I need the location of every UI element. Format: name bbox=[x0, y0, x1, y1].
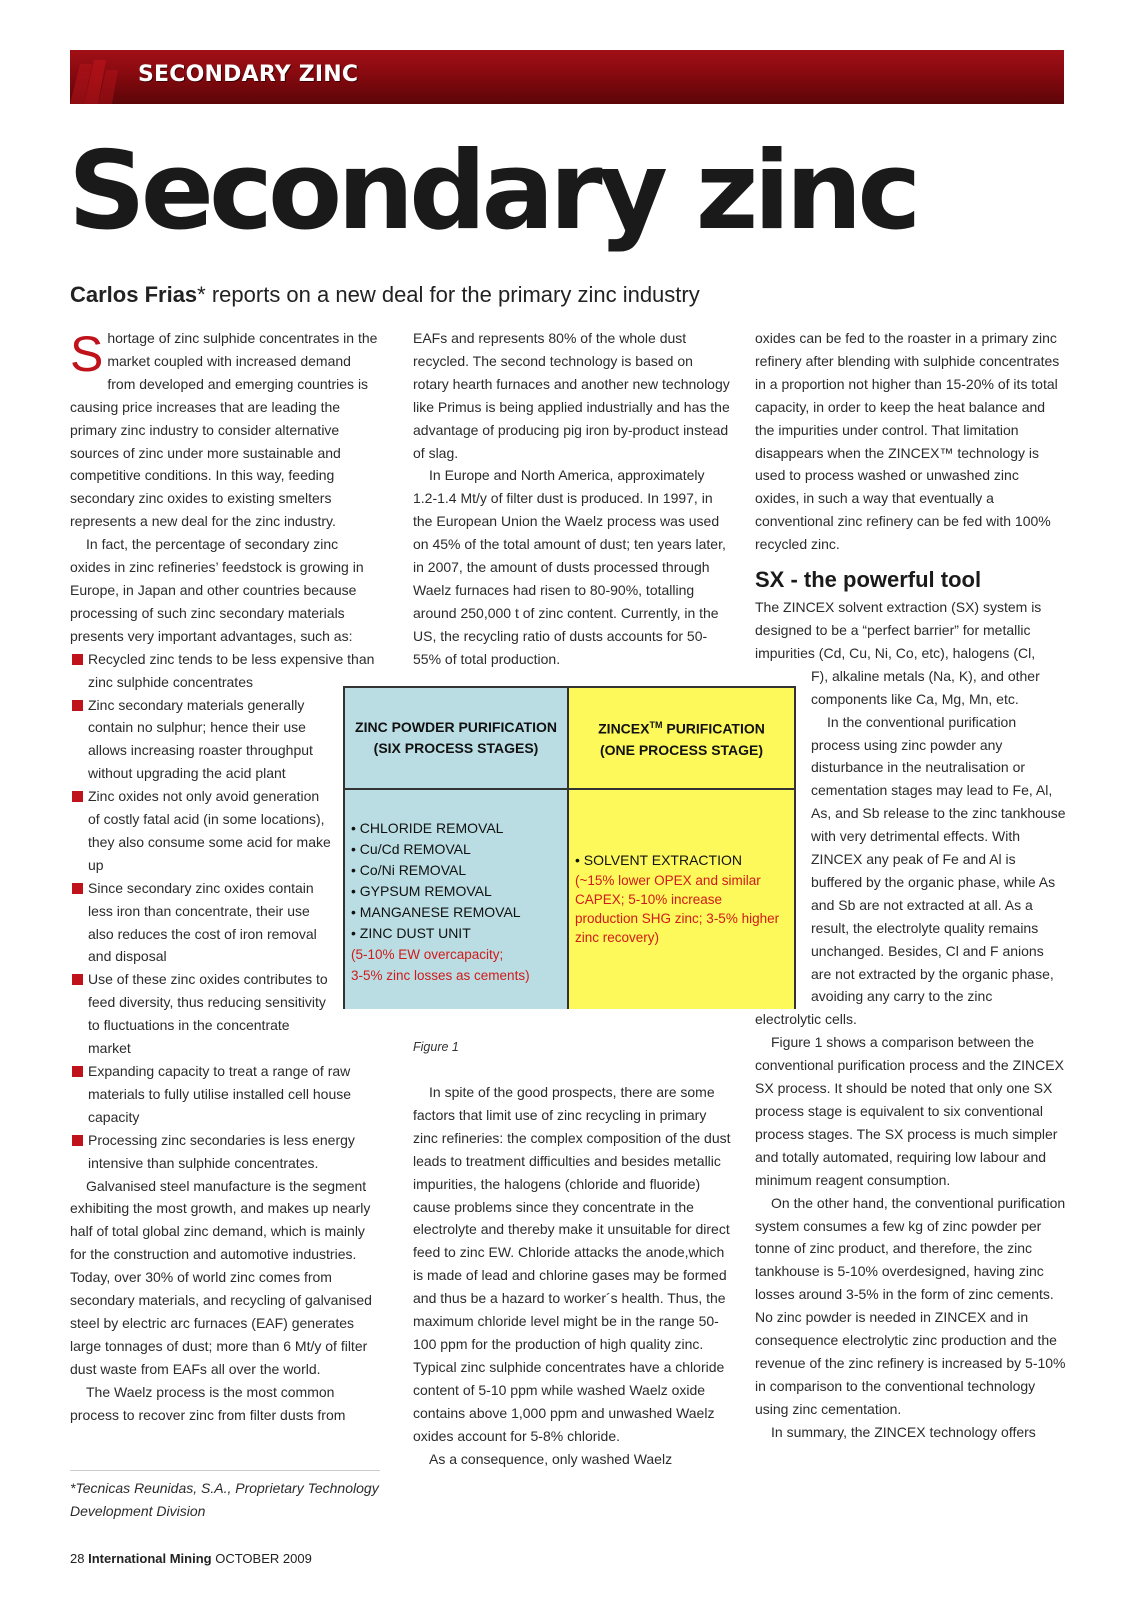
list-item: Expanding capacity to treat a range of raw materials to fully utilise installed cell house capacity bbox=[70, 1060, 380, 1129]
advantages-list bbox=[70, 648, 380, 1175]
drop-cap: S bbox=[70, 326, 104, 382]
figure-caption: Figure 1 bbox=[413, 1040, 459, 1054]
page-footer bbox=[70, 1551, 312, 1566]
bullet-square-icon bbox=[72, 791, 83, 802]
list-item: • Cu/Cd REMOVAL bbox=[351, 841, 471, 857]
paragraph: On the other hand, the conventional purification system consumes a few kg of zinc powder per tonne of zinc product, and therefore, the zinc tankhouse is 5-10% overdesigned, having zinc losses around 3-5% in the form of zinc cements. No zinc powder is needed in ZINCEX and in consequence electrolytic zinc production and the revenue of the zinc refinery is increased by 5-10% in comparison to the conventional technology using zinc cementation. bbox=[755, 1194, 1066, 1417]
list-item: Recycled zinc tends to be less expensive than zinc sulphide concentrates bbox=[70, 648, 380, 694]
paragraph: As a consequence, only washed Waelz bbox=[429, 1450, 673, 1467]
list-item: Zinc secondary materials generally contain no sulphur; hence their use allows increasing roaster throughput without upgrading the acid plant bbox=[70, 694, 334, 786]
list-item: • GYPSUM REMOVAL bbox=[351, 883, 492, 899]
paragraph: The Waelz process is the most common process to recover zinc from filter dusts from bbox=[70, 1383, 346, 1423]
list-item: Since secondary zinc oxides contain less iron than concentrate, their use also reduces the cost of iron removal and disposal bbox=[70, 877, 334, 969]
wrapped-text bbox=[811, 665, 1067, 1009]
logo-mark-icon bbox=[70, 50, 130, 104]
section-label: SECONDARY ZINC bbox=[138, 62, 359, 87]
list-item: Zinc oxides not only avoid generation of costly fatal acid (in some locations), they also consume some acid for make up bbox=[70, 785, 334, 877]
paragraph: electrolytic cells. bbox=[755, 1011, 857, 1028]
publication-name: International Mining bbox=[88, 1551, 212, 1566]
byline bbox=[70, 282, 700, 308]
figure-1-table bbox=[343, 686, 796, 1009]
bullet-square-icon bbox=[72, 1066, 83, 1077]
paragraph: EAFs and represents 80% of the whole dust recycled. The second technology is based on rotary hearth furnaces and another new technology like Primus is being applied industrially and has the advantage of producing pig iron by-product instead of slag. bbox=[413, 330, 730, 461]
paragraph: Shortage of zinc sulphide concentrates in the market coupled with increased demand from developed and emerging countries is causing price increases that are leading the primary zinc industry to consider alternative sources of zinc under more sustainable and competitive conditions. In this way, feeding secondary zinc oxides to existing smelters represents a new deal for the zinc industry. bbox=[70, 326, 378, 530]
column-1 bbox=[70, 327, 380, 1427]
list-item: • MANGANESE REMOVAL bbox=[351, 904, 521, 920]
paragraph: The ZINCEX solvent extraction (SX) system is designed to be a “perfect barrier” for metallic impurities (Cd, Cu, Ni, Co, etc), halogens (Cl, bbox=[755, 599, 1042, 661]
bullet-square-icon bbox=[72, 883, 83, 894]
list-item: Processing zinc secondaries is less energy intensive than sulphide concentrates. bbox=[70, 1129, 380, 1175]
column-2 bbox=[413, 327, 731, 671]
section-banner bbox=[70, 50, 1064, 104]
zinc-powder-header: ZINC POWDER PURIFICATION (SIX PROCESS STAGES) bbox=[345, 688, 569, 790]
author-name: Carlos Frias bbox=[70, 282, 198, 307]
list-item: • CHLORIDE REMOVAL bbox=[351, 820, 504, 836]
bullet-square-icon bbox=[72, 974, 83, 985]
paragraph: In the conventional purification process using zinc powder any disturbance in the neutralisation or cementation stages may lead to Fe, Al, As, and Sb release to the zinc tankhouse with very detrimental effects. With ZINCEX any peak of Fe and Al is buffered by the organic phase, while As and Sb are not extracted at all. As a result, the electrolyte quality remains unchanged. Besides, Cl and F anions are not extracted by the organic phase, avoiding any carry to the zinc bbox=[811, 713, 1066, 1005]
paragraph: In Europe and North America, approximately 1.2-1.4 Mt/y of filter dust is produced. In 1997, in the European Union the Waelz process was used on 45% of the total amount of dust; ten years later, in 2007, the amount of dusts processed through Waelz furnaces had risen to 80-90%, totalling around 250,000 t of zinc content. Currently, in the US, the recycling ratio of dusts accounts for 50-55% of total production. bbox=[413, 467, 726, 667]
paragraph: In fact, the percentage of secondary zinc oxides in zinc refineries’ feedstock is growing in Europe, in Japan and other countries because processing of such zinc secondary materials presents very important advantages, such as: bbox=[70, 536, 364, 644]
zinc-powder-note: 3-5% zinc losses as cements) bbox=[351, 968, 530, 983]
issue-date: OCTOBER 2009 bbox=[215, 1551, 312, 1566]
zinc-powder-stages bbox=[345, 790, 569, 1009]
paragraph: F), alkaline metals (Na, K), and other components like Ca, Mg, Mn, etc. bbox=[811, 667, 1040, 707]
article-title: Secondary zinc bbox=[68, 129, 917, 254]
column-2-continued bbox=[413, 1081, 731, 1470]
footnote: *Tecnicas Reunidas, S.A., Proprietary Technology Development Division bbox=[70, 1480, 379, 1519]
zincex-note: (~15% lower OPEX and similar CAPEX; 5-10% increase production SHG zinc; 3-5% higher zinc recovery) bbox=[575, 873, 780, 945]
bullet-square-icon bbox=[72, 654, 83, 665]
column-3 bbox=[755, 327, 1067, 1444]
paragraph: In summary, the ZINCEX technology offers bbox=[771, 1423, 1036, 1440]
footnote-divider bbox=[70, 1470, 380, 1471]
paragraph: oxides can be fed to the roaster in a primary zinc refinery after blending with sulphide concentrates in a proportion not higher than 15-20% of its total capacity, in order to keep the heat balance and the impurities under control. That limitation disappears when the ZINCEX™ technology is used to process washed or unwashed zinc oxides, in such a way that eventually a conventional zinc refinery can be fed with 100% recycled zinc. bbox=[755, 330, 1060, 553]
paragraph: In spite of the good prospects, there are some factors that limit use of zinc recycling in primary zinc refineries: the complex composition of the dust leads to treatment difficulties and besides metallic impurities, the halogens (chloride and fluoride) cause problems since they concentrate in the electrolyte and thereby make it unsuitable for direct feed to zinc EW. Chloride attacks the anode,which is made of lead and chlorine gases may be formed and thus be a hazard to worker´s health. Thus, the maximum chloride level might be in the range 50-100 ppm for the production of high quality zinc. Typical zinc sulphide concentrates have a chloride content of 5-10 ppm while washed Waelz oxide contains above 1,000 ppm and unwashed Waelz oxides account for 5-8% chloride. bbox=[413, 1084, 731, 1444]
page-number: 28 bbox=[70, 1551, 85, 1566]
byline-text: * reports on a new deal for the primary zinc industry bbox=[197, 282, 700, 307]
zinc-powder-note: (5-10% EW overcapacity; bbox=[351, 947, 504, 962]
list-item: • ZINC DUST UNIT bbox=[351, 925, 471, 941]
list-item: • SOLVENT EXTRACTION bbox=[575, 852, 742, 868]
list-item: Use of these zinc oxides contributes to feed diversity, thus reducing sensitivity to fluctuations in the concentrate market bbox=[70, 968, 334, 1060]
bullet-square-icon bbox=[72, 1135, 83, 1146]
paragraph: Galvanised steel manufacture is the segment exhibiting the most growth, and makes up nearly half of total global zinc demand, which is mainly for the construction and automotive industries. Today, over 30% of world zinc comes from secondary materials, and recycling of galvanised steel by electric arc furnaces (EAF) generates large tonnages of dust; more than 6 Mt/y of filter dust waste from EAFs all over the world. bbox=[70, 1177, 372, 1377]
zincex-header: ZINCEX™ PURIFICATION (ONE PROCESS STAGE) bbox=[569, 688, 794, 790]
list-item: • Co/Ni REMOVAL bbox=[351, 862, 467, 878]
section-heading: SX - the powerful tool bbox=[755, 567, 982, 593]
paragraph: Figure 1 shows a comparison between the conventional purification process and the ZINCEX SX process. It should be noted that only one SX process stage is equivalent to six conventional process stages. The SX process is much simpler and totally automated, requiring low labour and minimum reagent consumption. bbox=[755, 1034, 1064, 1188]
bullet-square-icon bbox=[72, 700, 83, 711]
